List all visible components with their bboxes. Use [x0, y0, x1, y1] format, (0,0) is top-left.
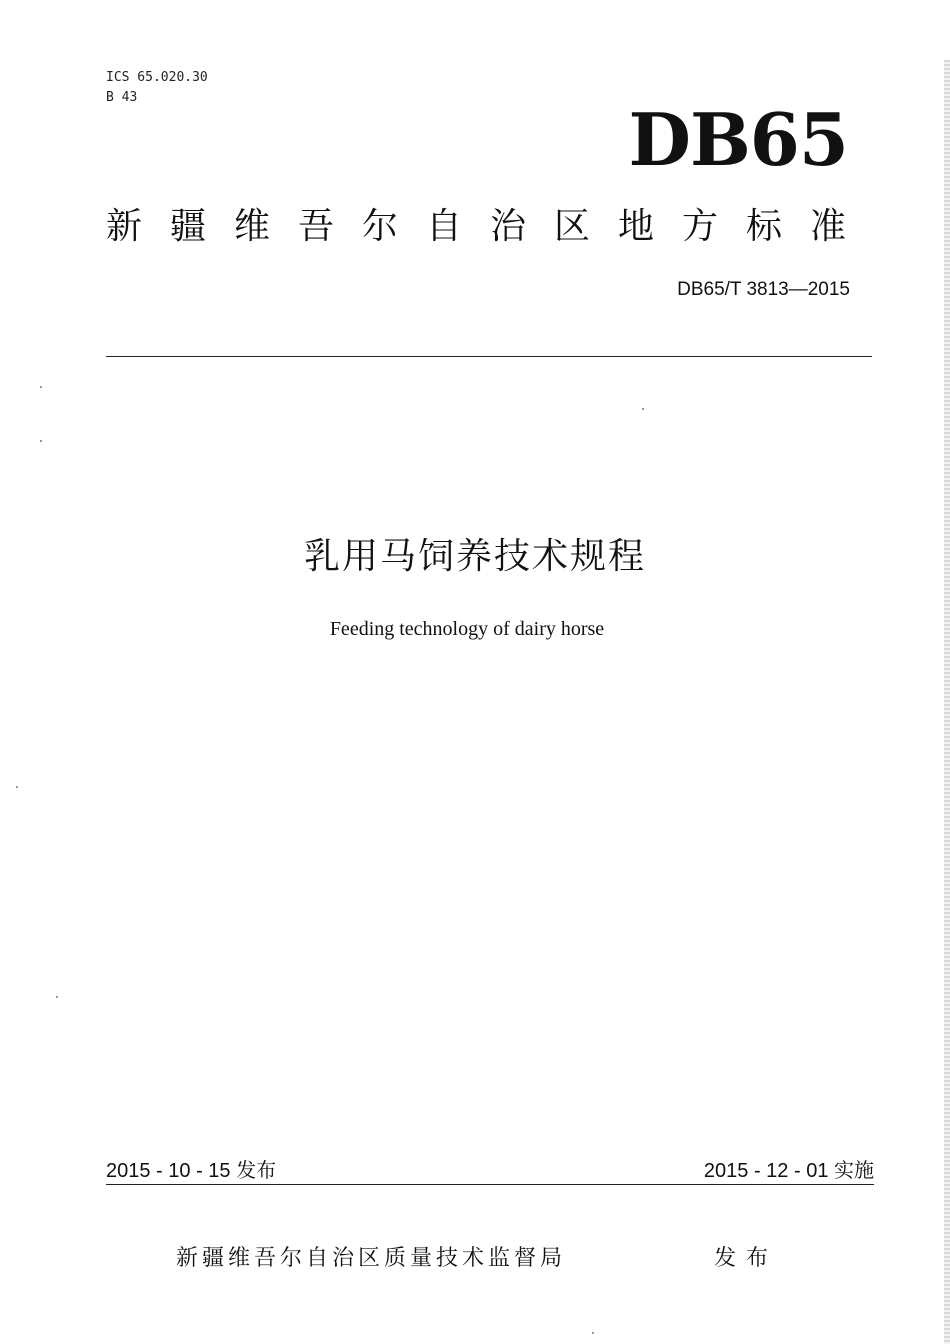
title-chinese: 乳用马饲养技术规程 — [303, 536, 646, 577]
scan-speck — [40, 440, 42, 442]
ccs-code: B 43 — [106, 90, 138, 105]
issuer-action: 发布 — [714, 1246, 779, 1271]
issue-date: 2015 - 10 - 15 发布 — [106, 1160, 277, 1182]
scan-edge-artifact — [944, 60, 950, 1344]
standard-number: DB65/T 3813—2015 — [677, 279, 850, 300]
scan-speck — [592, 1332, 594, 1334]
classification-codes — [106, 68, 208, 108]
scan-speck — [16, 786, 18, 788]
db-logo: DB65 — [628, 97, 848, 182]
scan-speck — [40, 386, 42, 388]
title-english: Feeding technology of dairy horse — [329, 618, 605, 640]
standard-type-label: 新疆维吾尔自治区地方标准 — [106, 206, 875, 247]
bottom-divider — [106, 1184, 874, 1185]
scan-speck — [642, 408, 644, 410]
issuing-organization: 新疆维吾尔自治区质量技术监督局 — [176, 1246, 567, 1271]
ics-code: ICS 65.020.30 — [106, 70, 208, 85]
top-divider — [106, 356, 872, 357]
implementation-date: 2015 - 12 - 01 实施 — [703, 1160, 874, 1182]
scan-speck — [56, 996, 58, 998]
